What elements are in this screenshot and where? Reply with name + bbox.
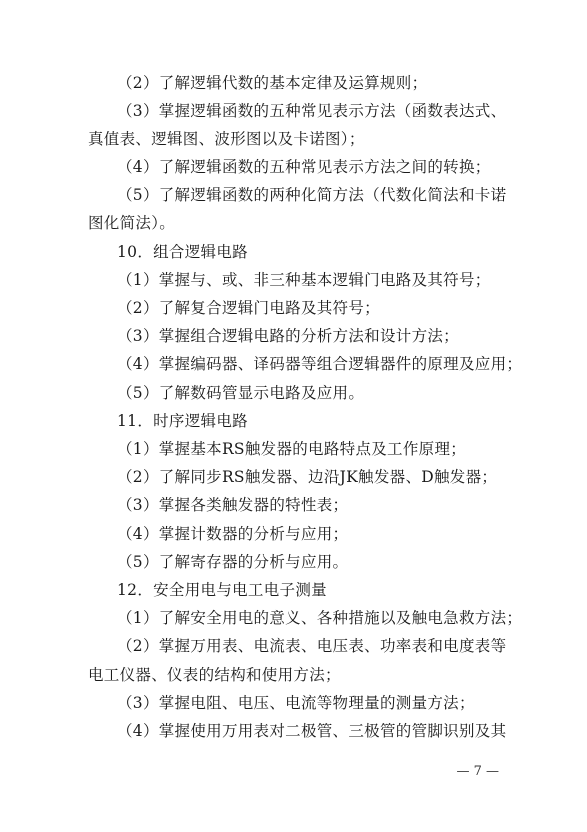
list-item: （2）了解同步RS触发器、边沿JK触发器、D触发器； [117,468,498,486]
list-item: （3）掌握电阻、电压、电流等物理量的测量方法； [117,694,475,712]
list-item: （3）掌握逻辑函数的五种常见表示方法（函数表达式、 [117,102,507,120]
list-item: （4）掌握编码器、译码器等组合逻辑器件的原理及应用； [117,355,523,373]
list-item: （1）了解安全用电的意义、各种措施以及触电急救方法； [117,609,523,627]
list-item-continuation: 真值表、逻辑图、波形图以及卡诺图）； [88,130,365,148]
section-heading: 10．组合逻辑电路 [117,243,248,261]
list-item: （4）掌握使用万用表对二极管、三极管的管脚识别及其 [117,722,507,740]
list-item: （4）了解逻辑函数的五种常见表示方法之间的转换； [117,158,491,176]
list-item: （3）掌握组合逻辑电路的分析方法和设计方法； [117,327,459,345]
section-heading: 12．安全用电与电工电子测量 [117,581,327,599]
list-item: （2）了解复合逻辑门电路及其符号； [117,299,380,317]
list-item: （2）了解逻辑代数的基本定律及运算规则； [117,74,428,92]
list-item: （5）了解数码管显示电路及应用。 [117,384,365,402]
list-item: （2）掌握万用表、电流表、电压表、功率表和电度表等 [117,637,507,655]
list-item: （4）掌握计数器的分析与应用； [117,525,349,543]
list-item-continuation: 电工仪器、仪表的结构和使用方法； [88,666,341,684]
list-item: （1）掌握基本RS触发器的电路特点及工作原理； [117,440,467,458]
section-heading: 11．时序逻辑电路 [117,412,248,430]
list-item: （3）掌握各类触发器的特性表； [117,496,349,514]
list-item: （1）掌握与、或、非三种基本逻辑门电路及其符号； [117,271,491,289]
page-number: — 7 — [456,764,499,779]
list-item: （5）了解寄存器的分析与应用。 [117,553,349,571]
list-item: （5）了解逻辑函数的两种化简方法（代数化简法和卡诺 [117,186,507,204]
list-item-continuation: 图化简法）。 [88,214,176,232]
